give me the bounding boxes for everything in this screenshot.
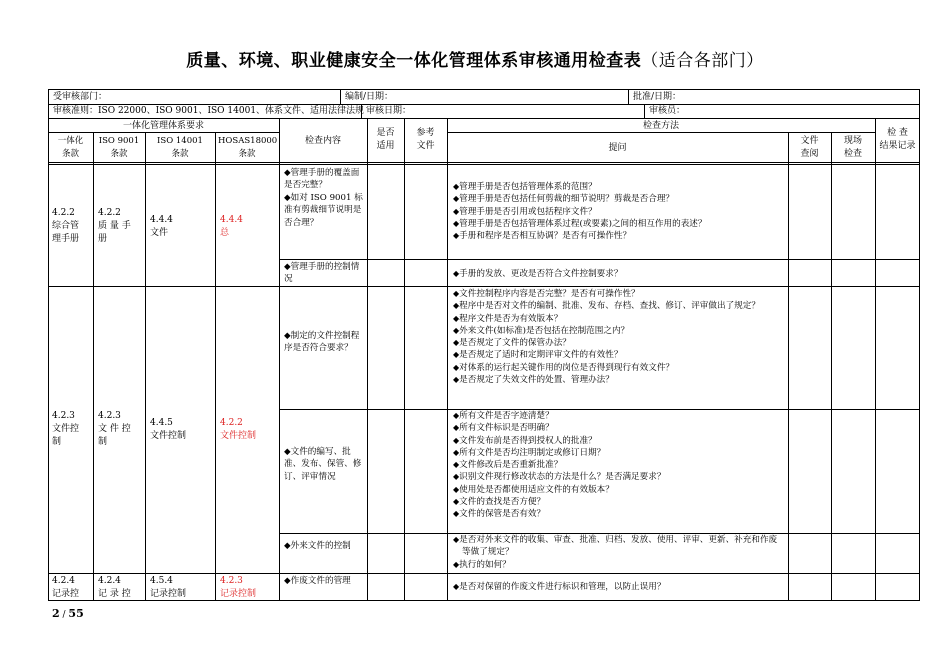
group2-iso14001-clause: 4.4.5 文件控制 <box>150 418 187 441</box>
group2-iso9001-clause: 4.2.3 文 件 控 制 <box>98 411 131 447</box>
question-item: ◆ 对体系的运行起关键作用的岗位是否得到现行有效文件？ <box>453 362 785 374</box>
question-item: ◆ 文件发布前是否得到授权人的批准？ <box>453 435 785 447</box>
question-item: ◆ 文件控制程序内容是否完整？是否有可操作性？ <box>453 288 785 300</box>
question-item: ◆ 识别文件现行修改状态的方法是什么？是否满足要求？ <box>453 471 785 483</box>
group1-item1-content: ◆管理手册的覆盖面是否完整？ ◆如对 ISO 9001 标准有剪裁细节说明是否合理？ <box>284 168 363 228</box>
group2-item1-questions <box>450 287 788 387</box>
group3-iso14001-clause: 4.5.4 记录控制 <box>150 576 187 599</box>
criteria-label: 审核准则：ISO 22000、ISO 9001、ISO 14001、体系文件、适用法律法规 <box>53 106 365 116</box>
group1-iso9001-clause: 4.2.2 质 量 手 册 <box>98 208 131 244</box>
title-sub: （适合各部门） <box>641 51 764 71</box>
question-item: ◆ 管理手册是否包括任何剪裁的细节说明？剪裁是否合理？ <box>453 193 785 205</box>
group2-item3-content: ◆外来文件的控制 <box>284 541 351 551</box>
question-list <box>453 581 785 593</box>
group1-hosas-clause: 4.4.4 总 <box>220 215 243 238</box>
group3-integrated-clause: 4.2.4 记录控 <box>52 576 80 599</box>
group1-item1-questions <box>450 180 788 243</box>
col-hosas-header: HOSAS18000 条款 <box>218 136 278 159</box>
group2-hosas-clause: 4.2.2 文件控制 <box>220 418 257 441</box>
question-item: ◆ 程序中是否对文件的编制、批准、发布、存档、查找、修订、评审做出了规定？ <box>453 300 785 312</box>
question-item: ◆ 使用处是否都使用适应文件的有效版本？ <box>453 484 785 496</box>
question-item: ◆ 程序文件是否为有效版本？ <box>453 313 785 325</box>
auditor-label: 审核员： <box>649 106 686 116</box>
question-item: ◆ 手册的发放、更改是否符合文件控制要求？ <box>453 268 785 280</box>
group2-item2-questions <box>450 409 788 522</box>
question-item: ◆ 所有文件标识是否明确？ <box>453 422 785 434</box>
method-header: 检查方法 <box>642 121 679 131</box>
onsite-header: 现场 检查 <box>843 136 862 159</box>
group2-item3-questions <box>450 533 788 572</box>
question-item: ◆ 是否对保留的作废文件进行标识和管理，以防止误用？ <box>453 581 785 593</box>
page-number: 2 / 55 <box>52 607 84 620</box>
question-list <box>453 181 785 242</box>
question-item: ◆ 执行的如何？ <box>453 559 785 571</box>
col-iso14001-header: ISO 14001 条款 <box>157 136 203 159</box>
question-item: ◆ 所有文件是否均注明制定或修订日期？ <box>453 447 785 459</box>
group3-iso9001-clause: 4.2.4 记 录 控 <box>98 576 131 599</box>
question-list <box>453 534 785 571</box>
group2-item1-content: ◆制定的文件控制程序是否符合要求？ <box>284 331 360 354</box>
question-item: ◆ 手册和程序是否相互协调？是否有可操作性？ <box>453 230 785 242</box>
question-item: ◆ 是否规定了文件的保管办法？ <box>453 337 785 349</box>
group1-item2-questions <box>450 267 788 281</box>
applicable-header: 是否 适用 <box>376 128 395 151</box>
group3-item1-questions <box>450 580 788 594</box>
col-iso9001-header: ISO 9001 条款 <box>98 136 140 159</box>
question-list <box>453 268 785 280</box>
question-item: ◆ 管理手册是否引用或包括程序文件？ <box>453 206 785 218</box>
group1-integrated-clause: 4.2.2 综合管 理手册 <box>52 208 80 244</box>
group3-hosas-clause: 4.2.3 记录控制 <box>220 576 257 599</box>
ref-doc-header: 参考 文件 <box>416 128 435 151</box>
system-req-header: 一体化管理体系要求 <box>122 121 204 131</box>
question-item: ◆ 外来文件(如标准)是否包括在控制范围之内？ <box>453 325 785 337</box>
audit-checklist-table <box>48 89 920 601</box>
editor-label: 编制/日期： <box>345 92 394 102</box>
group1-item2-content: ◆管理手册的控制情况 <box>284 262 360 285</box>
group1-iso14001-clause: 4.4.4 文件 <box>150 215 173 238</box>
group2-item2-content: ◆文件的编写、批准、发布、保管、修订、评审情况 <box>284 447 362 482</box>
result-header: 检 查 结果记录 <box>879 128 916 151</box>
question-item: ◆ 所有文件是否字迹清楚？ <box>453 410 785 422</box>
dept-label: 受审核部门： <box>53 92 108 102</box>
page-title <box>0 46 950 71</box>
audit-date-label: 审核日期： <box>366 106 412 116</box>
col-integrated-header: 一体化 条款 <box>57 136 84 159</box>
question-item: ◆ 管理手册是否包括管理体系过程(或要素)之间的相互作用的表述？ <box>453 218 785 230</box>
question-item: ◆ 管理手册是否包括管理体系的范围？ <box>453 181 785 193</box>
group2-integrated-clause: 4.2.3 文件控 制 <box>52 411 80 447</box>
question-item: ◆ 文件的查找是否方便？ <box>453 496 785 508</box>
approver-label: 批准/日期： <box>633 92 682 102</box>
question-item: ◆ 是否规定了适时和定期评审文件的有效性？ <box>453 349 785 361</box>
question-header: 提问 <box>608 143 627 153</box>
question-list <box>453 288 785 386</box>
check-content-header: 检查内容 <box>304 136 341 146</box>
question-item: ◆ 文件的保管是否有效？ <box>453 508 785 520</box>
group3-item1-content: ◆作废文件的管理 <box>284 576 351 586</box>
question-list <box>453 410 785 521</box>
question-item: ◆ 是否规定了失效文件的处置、管理办法？ <box>453 374 785 386</box>
doc-review-header: 文件 查阅 <box>800 136 819 159</box>
question-item: ◆ 是否对外来文件的收集、审查、批准、归档、发放、使用、评审、更新、补充和作废等做了规定？ <box>453 534 785 559</box>
title-main: 质量、环境、职业健康安全一体化管理体系审核通用检查表 <box>186 51 642 71</box>
question-item: ◆ 文件修改后是否重新批准？ <box>453 459 785 471</box>
